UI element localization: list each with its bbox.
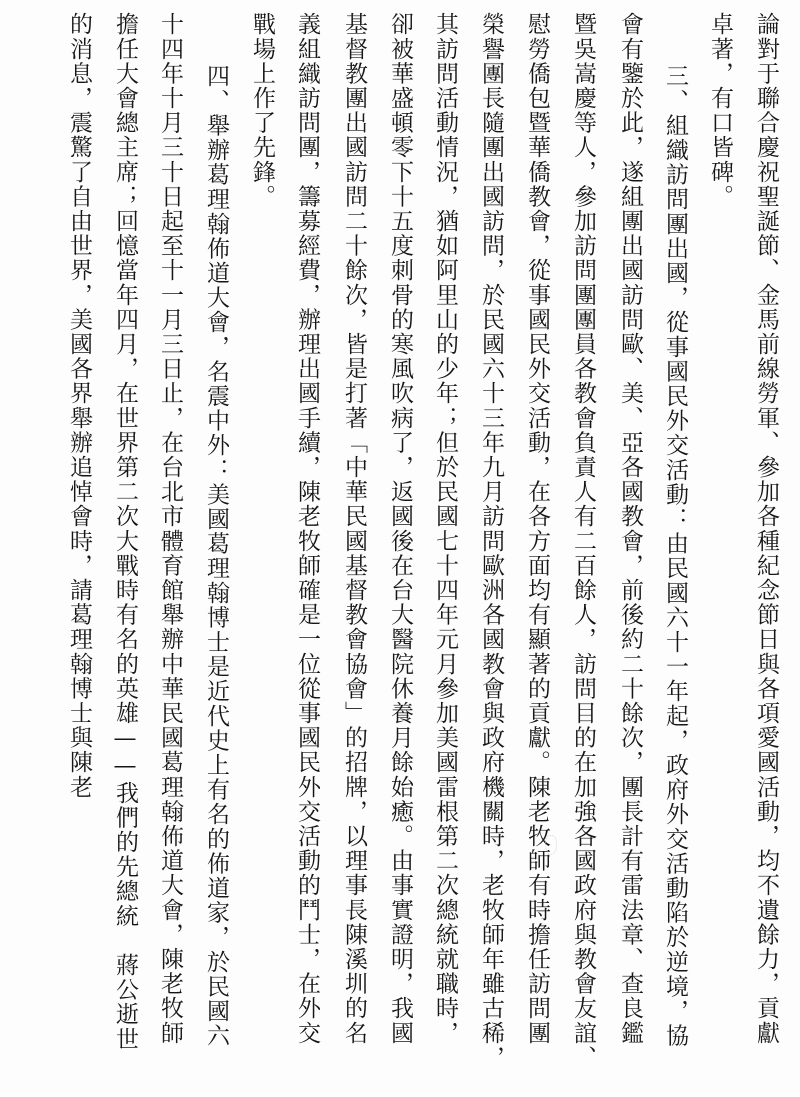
- text-line-4: 會有鑒於此，遂組團出國訪問歐、美、亞各國教會，前後約二十餘次，團長計有雷法章、查良鑑: [617, 12, 643, 1046]
- text-line-6: 慰勞僑包暨華僑教會，從事國民外交活動，在各方面均有顯著的貢獻。陳老牧師有時擔任訪問團: [524, 12, 550, 1046]
- text-line-12: 戰場上作了先鋒。: [249, 12, 275, 209]
- text-line-2: 卓著，有口皆碑。: [707, 12, 733, 209]
- text-line-10: 基督教團出國訪問二十餘次，皆是打著「中華民國基督教會協會」的招牌，以理事長陳溪圳的名: [341, 12, 367, 1046]
- text-line-11: 義組織訪問團，籌募經費，辦理出國手續，陳老牧師確是一位從事國民外交活動的鬥士，在外交: [294, 12, 320, 1046]
- text-line-7: 榮譽團長隨團出國訪問，於民國六十三年九月訪問歐洲各國教會與政府機關時，老牧師年雖古稀，: [478, 12, 504, 1070]
- text-line-5: 暨吳嵩慶等人，參加訪問團團員各教會負責人有二百餘人，訪問目的在加強各國政府與教會友誼、: [570, 12, 596, 1070]
- text-line-14: 十四年十月三十日起至十一月三日止，在台北市體育館舉辦中華民國葛理翰佈道大會，陳老牧師: [157, 12, 183, 1046]
- scan-smudge: [545, 835, 557, 855]
- text-line-1: 論對于聯合慶祝聖誕節、金馬前線勞軍、參加各種紀念節日與各項愛國活動，均不遺餘力，貢獻: [753, 12, 779, 1046]
- text-line-8: 其訪問活動情況，猶如阿里山的少年；但於民國七十四年元月參加美國雷根第二次總統就職時，: [432, 12, 458, 1046]
- text-line-16: 的消息，震驚了自由世界，美國各界舉辦追悼會時，請葛理翰博士與陳老: [66, 12, 92, 800]
- text-line-15: 擔任大會總主席；回憶當年四月，在世界第二次大戰時有名的英雄——我們的先總統 蔣公逝世: [112, 12, 138, 1052]
- text-line-9: 卻被華盛頓零下十五度刺骨的寒風吹病了，返國後在台大醫院休養月餘始癒。由事實證明，我國: [387, 12, 413, 1046]
- section-heading-4: 四、舉辦葛理翰佈道大會，名震中外：美國葛理翰博士是近代史上有名的佈道家，於民國六: [203, 64, 229, 1048]
- section-heading-3: 三、組織訪問團出國，從事國民外交活動：由民國六十一年起，政府外交活動陷於逆境，協: [662, 64, 688, 1048]
